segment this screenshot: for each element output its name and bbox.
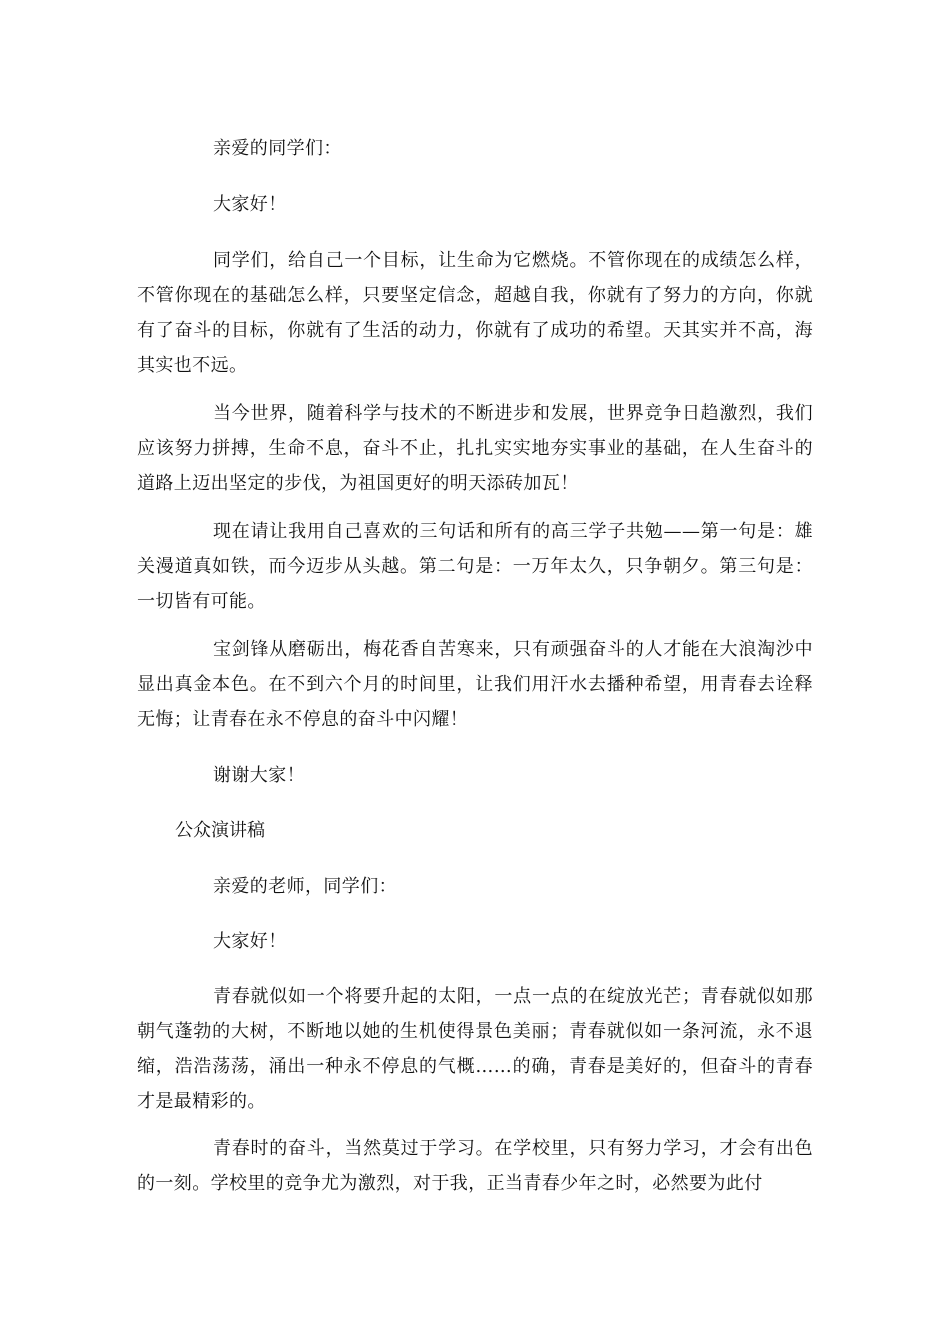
greeting: 亲爱的老师，同学们： [213,876,397,897]
body-paragraph: 当今世界，随着科学与技术的不断进步和发展，世界竞争日趋激烈，我们应该努力拼搏，生命不息，奋斗不止，扎扎实实地夯实事业的基础，在人生奋斗的道路上迈出坚定的步伐，为祖国更好的明天添砖加瓦！ [137,403,813,494]
salutation: 大家好！ [213,931,287,952]
body-paragraph: 宝剑锋从磨砺出，梅花香自苦寒来，只有顽强奋斗的人才能在大浪淘沙中显出真金本色。在不到六个月的时间里，让我们用汗水去播种希望，用青春去诠释无悔；让青春在永不停息的奋斗中闪耀！ [137,639,813,730]
salutation: 大家好！ [213,194,287,215]
section-title: 公众演讲稿 [175,820,265,841]
closing: 谢谢大家！ [213,765,305,786]
greeting: 亲爱的同学们： [213,138,342,159]
body-paragraph: 青春时的奋斗，当然莫过于学习。在学校里，只有努力学习，才会有出色的一刻。学校里的竞争尤为激烈，对于我，正当青春少年之时，必然要为此付 [137,1138,813,1194]
body-paragraph: 青春就似如一个将要升起的太阳，一点一点的在绽放光芒；青春就似如那朝气蓬勃的大树，不断地以她的生机使得景色美丽；青春就似如一条河流，永不退缩，浩浩荡荡，涌出一种永不停息的气概……的确，青春是美好的，但奋斗的青春才是最精彩的。 [137,986,813,1112]
body-paragraph: 现在请让我用自己喜欢的三句话和所有的高三学子共勉——第一句是：雄关漫道真如铁，而今迈步从头越。第二句是：一万年太久，只争朝夕。第三句是：一切皆有可能。 [137,521,813,612]
body-paragraph: 同学们，给自己一个目标，让生命为它燃烧。不管你现在的成绩怎么样，不管你现在的基础怎么样，只要坚定信念，超越自我，你就有了努力的方向，你就有了奋斗的目标，你就有了生活的动力，你就有了成功的希望。天其实并不高，海其实也不远。 [137,250,813,376]
